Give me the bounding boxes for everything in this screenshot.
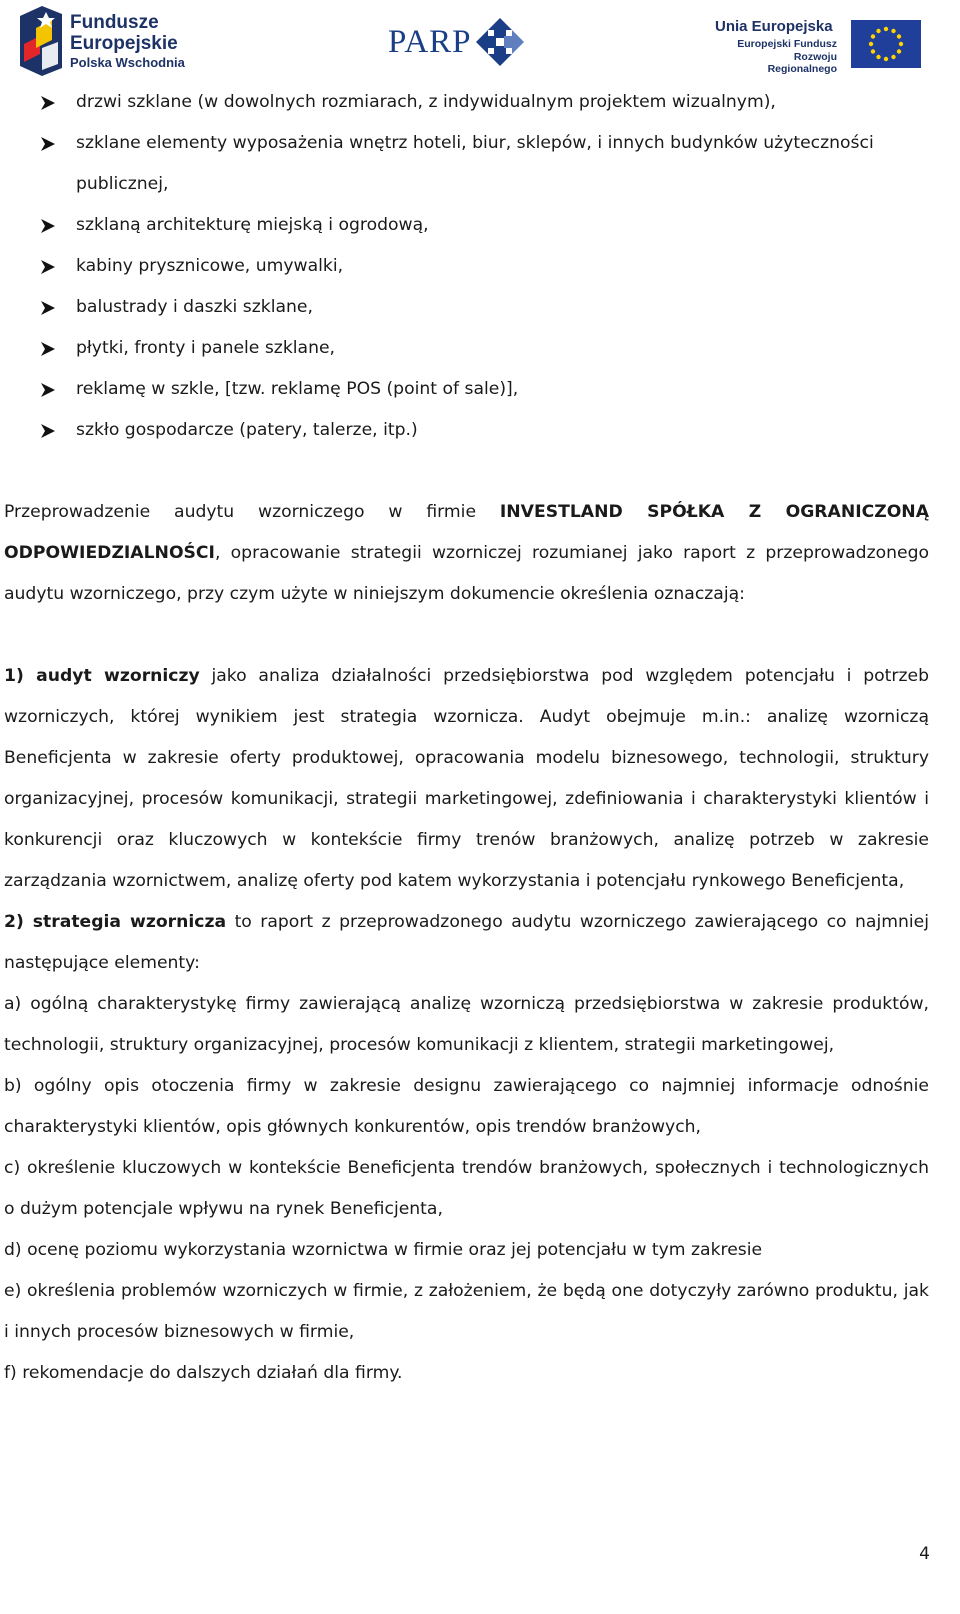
- list-item: f) rekomendacje do dalszych działań dla firmy.: [4, 1363, 403, 1383]
- definition-term: 1) audyt wzorniczy: [4, 666, 200, 686]
- logo-right-subtitle: [725, 38, 837, 76]
- list-item: e) określenia problemów wzorniczych w firmie, z założeniem, że będą one dotyczyły zarówno produktu, jak i innych procesów biznesowych w firmie,: [4, 1281, 929, 1342]
- logo-left-line3: Polska Wschodnia: [70, 55, 185, 70]
- logo-right-line2: Europejski Fundusz: [737, 38, 837, 50]
- parp-wordmark: PARP: [388, 24, 472, 60]
- page-number: 4: [919, 1544, 930, 1564]
- definition-text: jako analiza działalności przedsiębiorstwa pod względem potencjału i potrzeb wzorniczych, której wynikiem jest strategia wzornicza. Audyt obejmuje m.in.: analizę wzorniczą Beneficjenta w zakresie oferty produktowej, opracowania modelu biznesowego, technologii, struktury organizacyjnej, procesów komunikacji, strategii marketingowej, zdefiniowania i charakterystyki klientów i konkurencji oraz kluczowych w kontekście firmy trenów branżowych, analizę potrzeb w zakresie zarządzania wzornictwem, analizę oferty pod katem wykorzystania i potencjału rynkowego Beneficjenta,: [4, 666, 929, 891]
- arrow-bullet-icon: [40, 300, 56, 316]
- fundusze-europejskie-emblem-icon: [18, 6, 64, 76]
- arrow-bullet-icon: [40, 95, 56, 111]
- definition-text: to raport z przeprowadzonego audytu wzorniczego zawierającego co najmniej następujące elementy:: [4, 912, 929, 973]
- intro-lead: Przeprowadzenie audytu wzorniczego w firmie: [4, 502, 500, 522]
- arrow-bullet-icon: [40, 218, 56, 234]
- bullet-item: [40, 369, 940, 410]
- bullet-item: [40, 82, 940, 123]
- arrow-bullet-icon: [40, 136, 56, 152]
- intro-paragraph: [4, 492, 929, 615]
- product-bullet-list: [40, 82, 940, 451]
- bullet-text: płytki, fronty i panele szklane,: [76, 338, 336, 358]
- parp-arrows-icon: [474, 16, 526, 68]
- bullet-item: [40, 410, 940, 451]
- bullet-item: [40, 123, 940, 205]
- fundusze-europejskie-logo: [18, 6, 198, 80]
- list-item: a) ogólną charakterystykę firmy zawierającą analizę wzorniczą przedsiębiorstwa w zakresie produktów, technologii, struktury organizacyjnej, procesów komunikacji z klientem, strategii marketingowej,: [4, 994, 929, 1055]
- bullet-item: [40, 205, 940, 246]
- logo-right-line1: Unia Europejska: [715, 18, 833, 35]
- logo-right-line3: Rozwoju Regionalnego: [767, 50, 837, 75]
- bullet-text: balustrady i daszki szklane,: [76, 297, 313, 317]
- list-item: d) ocenę poziomu wykorzystania wzornictwa w firmie oraz jej potencjału w tym zakresie: [4, 1240, 763, 1260]
- bullet-item: [40, 328, 940, 369]
- intro-rest: , opracowanie strategii wzorniczej rozumianej jako raport z przeprowadzonego audytu wzorniczego, przy czym użyte w niniejszym dokumencie określenia oznaczają:: [4, 543, 929, 604]
- arrow-bullet-icon: [40, 341, 56, 357]
- bullet-text: kabiny prysznicowe, umywalki,: [76, 256, 344, 276]
- definition-strategia: [4, 902, 929, 984]
- bullet-text: szkło gospodarcze (patery, talerze, itp.): [76, 420, 418, 440]
- parp-logo: [388, 14, 538, 70]
- list-item: b) ogólny opis otoczenia firmy w zakresie designu zawierającego co najmniej informacje odnośnie charakterystyki klientów, opis głównych konkurentów, opis trendów branżowych,: [4, 1076, 929, 1137]
- definition-audyt: [4, 656, 929, 902]
- company-name: INVESTLAND SPÓŁKA Z OGRANICZONĄ ODPOWIEDZIALNOŚCI: [4, 502, 929, 563]
- bullet-text: szklaną architekturę miejską i ogrodową,: [76, 215, 429, 235]
- bullet-text: reklamę w szkle, [tzw. reklamę POS (point of sale)],: [76, 379, 519, 399]
- fundusze-europejskie-text: [70, 12, 185, 72]
- bullet-item: [40, 287, 940, 328]
- eu-flag-icon: [851, 20, 921, 68]
- document-body: [4, 492, 929, 1394]
- bullet-text: drzwi szklane (w dowolnych rozmiarach, z indywidualnym projektem wizualnym),: [76, 92, 776, 112]
- bullet-item: [40, 246, 940, 287]
- page-header: [0, 0, 960, 86]
- unia-europejska-logo: [715, 14, 930, 74]
- definition-term: 2) strategia wzornicza: [4, 912, 227, 932]
- list-item: c) określenie kluczowych w kontekście Beneficjenta trendów branżowych, społecznych i technologicznych o dużym potencjale wpływu na rynek Beneficjenta,: [4, 1158, 929, 1219]
- arrow-bullet-icon: [40, 382, 56, 398]
- bullet-text: szklane elementy wyposażenia wnętrz hoteli, biur, sklepów, i innych budynków użyteczności publicznej,: [76, 133, 874, 194]
- logo-left-line1: Fundusze: [70, 12, 159, 33]
- arrow-bullet-icon: [40, 259, 56, 275]
- logo-left-line2: Europejskie: [70, 33, 178, 54]
- arrow-bullet-icon: [40, 423, 56, 439]
